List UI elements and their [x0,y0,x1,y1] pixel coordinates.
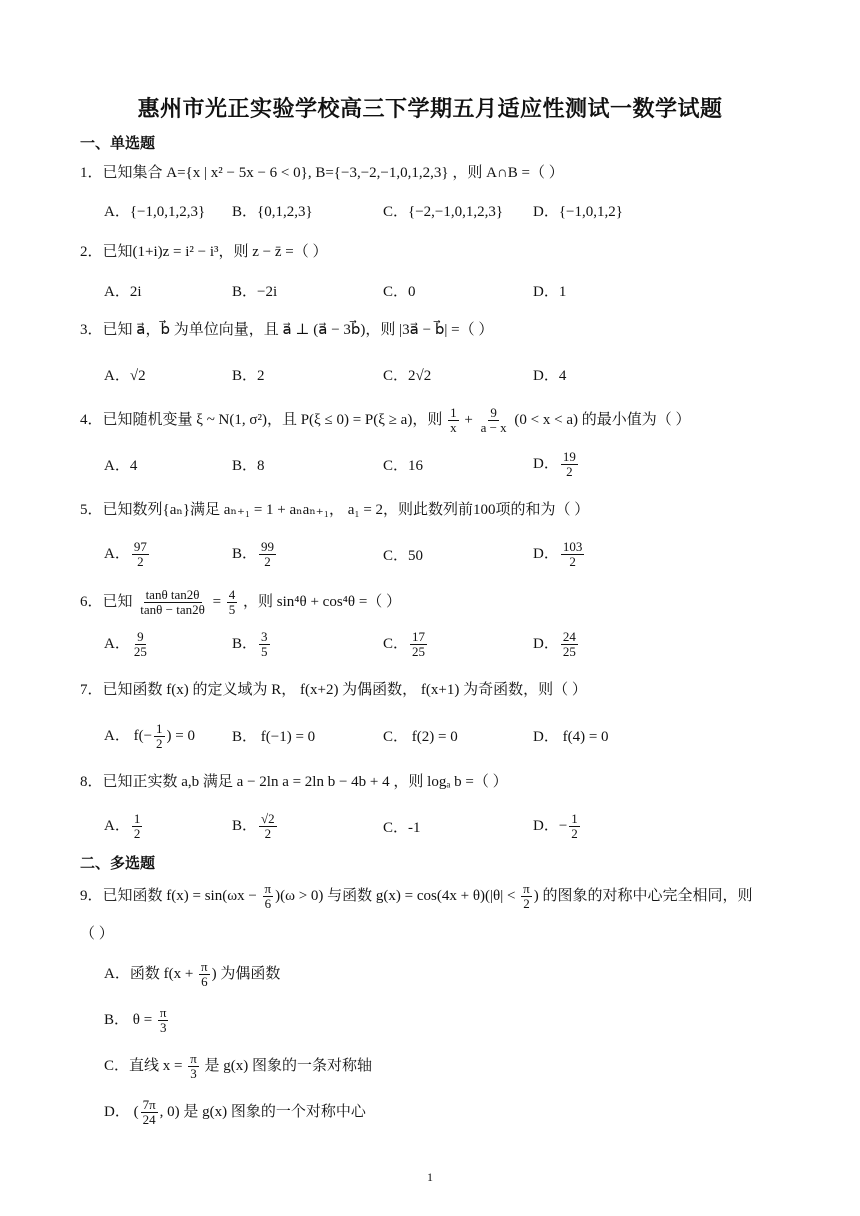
q4-frac-1 [448,406,459,435]
question-6 [80,588,401,617]
q8-option-c: C．-1 [383,820,421,836]
page-title: 惠州市光正实验学校高三下学期五月适应性测试一数学试题 [137,96,723,121]
q8-option-a [104,812,144,841]
q9-frac-pi6-num: π [264,881,272,896]
q6-option-b-den: 5 [261,644,268,659]
q6-frac-main-num: tanθ tan2θ [145,587,200,602]
q5-option-b-den: 2 [264,554,271,569]
q5-option-b-num: 99 [261,539,275,554]
q8-option-b [232,812,279,841]
q9-option-c-frac [188,1052,199,1081]
q4-option-d-den: 2 [566,464,573,479]
q9-option-b [104,1006,170,1035]
q6-option-d-frac [561,630,578,659]
q9-option-b-frac [158,1006,169,1035]
q9-option-b-num: π [159,1005,167,1020]
q6-option-a-frac [132,630,149,659]
q4-option-c: C．16 [383,458,424,474]
q9-option-d-den: 24 [142,1112,156,1127]
section-multiple-choice: 二、多选题 [80,856,156,872]
q7-option-a-post: ) = 0 [166,727,196,744]
q6-option-a-num: 9 [137,629,144,644]
q4-stem-b: (0 < x < a) 的最小值为（ ） [514,411,691,428]
question-9-cont: （ ） [80,926,114,942]
page-number: 1 [427,1170,433,1184]
q9-option-a-num: π [201,959,208,974]
q6-option-d-den: 25 [562,644,576,659]
question-4 [80,406,691,435]
q3-option-c: C．2√2 [383,368,432,384]
question-3: 3．已知 a⃗，b⃗ 为单位向量，且 a⃗ ⊥ (a⃗ − 3b⃗)，则 |3a⃗ − b⃗| =（ ） [80,322,494,338]
q9-option-d [104,1098,366,1127]
q4-option-d-num: 19 [562,449,576,464]
q9-option-b-pre: B． θ = [104,1011,156,1028]
q9-frac-pi6-den: 6 [264,896,272,911]
q6-option-d-label: D． [533,635,559,652]
q8-option-a-den: 2 [133,826,141,841]
q6-frac-main [138,588,207,617]
q8-option-b-frac [259,812,277,841]
q5-option-d-frac [561,540,585,569]
q5-option-d-label: D． [533,545,559,562]
q8-option-d-frac [569,812,580,841]
q5-option-b [232,540,278,569]
q4-frac-2-num: 9 [490,405,497,420]
q9-option-c-num: π [190,1051,197,1066]
q6-option-b-num: 3 [261,629,268,644]
q4-frac-2 [479,406,509,435]
q6-option-c-num: 17 [412,629,426,644]
q9-option-d-post: , 0) 是 g(x) 图象的一个对称中心 [159,1103,366,1120]
q6-option-a [104,630,151,659]
q3-option-a: A．√2 [104,368,146,384]
q5-option-b-label: B． [232,545,258,562]
q6-eq: = [212,593,222,610]
q8-option-b-label: B． [232,817,258,834]
q6-frac-main-den: tanθ − tan2θ [140,602,205,617]
q7-option-a [104,722,195,751]
q9-stem-b: )(ω > 0) 与函数 g(x) = cos(4x + θ)(|θ| < [275,887,520,904]
q9-option-a-frac [199,960,210,989]
question-9 [80,882,752,911]
q9-option-a-den: 6 [201,974,208,989]
q4-option-d-label: D． [533,455,559,472]
q5-option-d-num: 103 [562,539,583,554]
q8-option-a-label: A． [104,817,130,834]
q9-frac-pi2-den: 2 [523,896,530,911]
q1-option-c: C．{−2,−1,0,1,2,3} [383,204,504,220]
q6-option-d [533,630,580,659]
q9-stem-c: ) 的图象的对称中心完全相同，则 [533,887,753,904]
q8-option-b-den: 2 [264,826,272,841]
q2-option-d: D．1 [533,284,567,300]
q7-option-b: B． f(−1) = 0 [232,729,316,745]
section-single-choice: 一、单选题 [80,136,156,152]
q9-option-c-pre: C．直线 x = [104,1057,187,1074]
q6-option-a-den: 25 [133,644,147,659]
q8-option-a-frac [132,812,143,841]
q5-option-a [104,540,151,569]
q4-option-a: A．4 [104,458,138,474]
q2-option-c: C．0 [383,284,416,300]
q7-option-a-num: 1 [156,721,163,736]
question-2: 2．已知(1+i)z = i² − i³，则 z − z̄ =（ ） [80,244,328,260]
q9-option-b-den: 3 [159,1020,167,1035]
q7-option-a-pre: A． f(− [104,727,153,744]
q4-stem-a: 4．已知随机变量 ξ ~ N(1, σ²)，且 P(ξ ≤ 0) = P(ξ ≥ a)，则 [80,411,443,428]
q6-option-b-frac [259,630,270,659]
q9-frac-pi2 [521,882,532,911]
q4-frac-1-num: 1 [450,405,457,420]
q4-option-b: B．8 [232,458,265,474]
q9-frac-pi2-num: π [523,881,530,896]
q8-option-a-num: 1 [133,811,141,826]
q9-stem-a: 9．已知函数 f(x) = sin(ωx − [80,887,261,904]
q6-option-c-frac [410,630,427,659]
q7-option-c: C． f(2) = 0 [383,729,458,745]
q6-frac-val [227,588,238,617]
q5-option-a-num: 97 [133,539,147,554]
q4-frac-2-den: a − x [480,420,507,435]
q6-stem-a: 6．已知 [80,593,133,610]
q9-option-c-post: 是 g(x) 图象的一条对称轴 [200,1057,373,1074]
q1-option-a: A．{−1,0,1,2,3} [104,204,206,220]
q1-option-b: B．{0,1,2,3} [232,204,313,220]
q5-option-a-label: A． [104,545,130,562]
q5-option-d-den: 2 [569,554,576,569]
q5-option-b-frac [259,540,276,569]
question-8: 8．已知正实数 a,b 满足 a − 2ln a = 2ln b − 4b + 4 ，则 logₐ b =（ ） [80,774,508,790]
q3-option-d: D．4 [533,368,567,384]
q9-option-d-frac [141,1098,158,1127]
q8-option-d [533,812,582,841]
q6-frac-val-num: 4 [228,587,236,602]
q9-option-c-den: 3 [190,1066,197,1081]
question-5: 5．已知数列{aₙ}满足 aₙ₊₁ = 1 + aₙaₙ₊₁， a₁ = 2，则此数列前100项的和为（ ） [80,502,590,518]
q3-option-b: B．2 [232,368,265,384]
q4-frac-1-den: x [450,420,457,435]
q6-option-c [383,630,429,659]
q5-option-a-den: 2 [137,554,144,569]
q1-option-d: D．{−1,0,1,2} [533,204,623,220]
q9-option-d-num: 7π [142,1097,156,1112]
q8-option-d-num: 1 [571,811,578,826]
q4-plus: + [464,411,473,428]
q4-option-d [533,450,580,479]
q8-option-d-label: D．− [533,817,568,834]
question-1: 1．已知集合 A={x | x² − 5x − 6 < 0}, B={−3,−2,−1,0,1,2,3} ，则 A∩B =（ ） [80,165,564,181]
q6-option-c-den: 25 [412,644,426,659]
q6-option-d-num: 24 [562,629,576,644]
q4-option-d-frac [561,450,578,479]
q7-option-a-den: 2 [156,736,163,751]
q2-option-a: A．2i [104,284,142,300]
q6-option-a-label: A． [104,635,130,652]
q9-option-d-pre: D． ( [104,1103,139,1120]
q2-option-b: B．−2i [232,284,278,300]
q6-frac-val-den: 5 [228,602,236,617]
q8-option-d-den: 2 [571,826,578,841]
q7-option-d: D． f(4) = 0 [533,729,609,745]
q9-option-a [104,960,280,989]
q7-option-a-frac [154,722,165,751]
q9-frac-pi6 [263,882,274,911]
q9-option-a-pre: A．函数 f(x + [104,965,198,982]
q5-option-a-frac [132,540,149,569]
q8-option-b-num: √2 [261,811,275,826]
question-7: 7．已知函数 f(x) 的定义域为 R， f(x+2) 为偶函数， f(x+1) 为奇函数，则（ ） [80,682,587,698]
q5-option-c: C．50 [383,548,424,564]
q6-option-b-label: B． [232,635,258,652]
q9-option-a-post: ) 为偶函数 [211,965,281,982]
q9-option-c [104,1052,372,1081]
q6-option-c-label: C． [383,635,409,652]
q6-stem-b: ，则 sin⁴θ + cos⁴θ =（ ） [243,593,402,610]
q6-option-b [232,630,272,659]
q5-option-d [533,540,586,569]
